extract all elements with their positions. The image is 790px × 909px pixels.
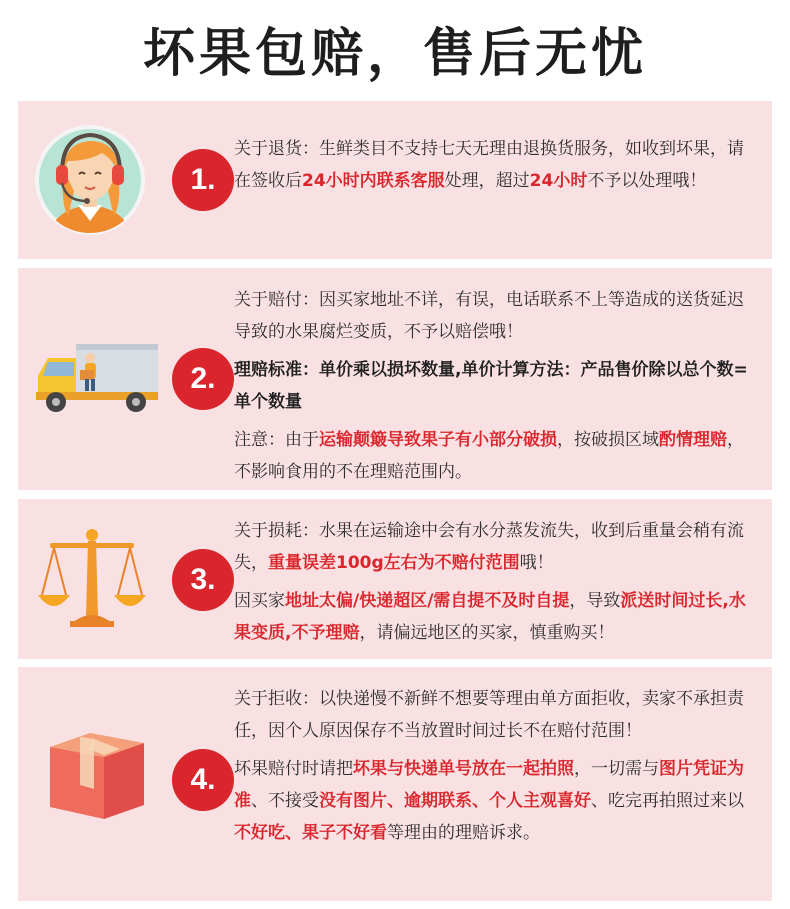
policy-paragraph — [234, 284, 760, 348]
policy-paragraph — [234, 585, 760, 649]
policy-paragraph — [234, 133, 760, 197]
body-text: 、吃完再拍照过来以 — [591, 791, 744, 811]
body-text: 关于赔付：因买家地址不详，有误，电话联系不上等造成的送货延迟导致的水果腐烂变质，不予以赔偿哦！ — [234, 290, 744, 342]
highlight-text: 不好吃、果子不好看 — [234, 823, 387, 843]
customer-service-agent-icon — [32, 121, 164, 239]
step-number-4: 4. — [172, 749, 234, 811]
step-number-3: 3. — [172, 549, 234, 611]
body-text: 、不接受 — [251, 791, 319, 811]
policy-paragraph — [234, 753, 760, 849]
highlight-text: 没有图片、逾期联系、个人主观喜好 — [319, 791, 591, 811]
return-policy-text — [234, 133, 760, 197]
compensation-policy-text — [234, 284, 760, 488]
cardboard-box-icon — [32, 727, 164, 827]
bold-text: 理赔标准：单价乘以损坏数量,单价计算方法：产品售价除以总个数=单个数量 — [234, 360, 748, 412]
body-text: ，一切需与 — [574, 759, 659, 779]
body-text: 因买家 — [234, 591, 285, 611]
policy-paragraph — [234, 683, 760, 747]
policy-paragraph — [234, 354, 760, 418]
highlight-text: 24小时 — [529, 171, 588, 191]
body-text: 关于损耗：水果在运输途中会有水分蒸发流失，收到后重量会稍有流失， — [234, 521, 744, 573]
highlight-text: 地址太偏/快递超区/需自提不及时自提 — [285, 591, 570, 611]
balance-scale-icon — [32, 521, 164, 639]
rejection-policy-text — [234, 683, 760, 849]
highlight-text: 坏果与快递单号放在一起拍照 — [353, 759, 574, 779]
highlight-text: 派送时间过长,水果变质,不予理赔 — [234, 591, 746, 643]
policy-paragraph — [234, 515, 760, 579]
return-policy-card — [18, 101, 772, 259]
body-text: ，请偏远地区的买家，慎重购买！ — [359, 623, 615, 643]
body-text: 注意：由于 — [234, 430, 319, 450]
delivery-truck-icon — [32, 330, 164, 430]
compensation-policy-card — [18, 268, 772, 490]
loss-policy-card — [18, 499, 772, 659]
body-text: 坏果赔付时请把 — [234, 759, 353, 779]
body-text: ，不影响食用的不在理赔范围内。 — [234, 430, 744, 482]
body-text: 等理由的理赔诉求。 — [387, 823, 540, 843]
body-text: 哦！ — [519, 553, 554, 573]
highlight-text: 运输颠簸导致果子有小部分破损 — [319, 430, 557, 450]
highlight-text: 酌情理赔 — [659, 430, 727, 450]
step-number-2: 2. — [172, 348, 234, 410]
loss-policy-text — [234, 515, 760, 649]
rejection-policy-card — [18, 667, 772, 901]
body-text: 不予以处理哦！ — [587, 171, 707, 191]
policy-paragraph — [234, 424, 760, 488]
page-title: 坏果包赔，售后无忧 — [142, 24, 647, 84]
highlight-text: 24小时内联系客服 — [302, 171, 445, 191]
body-text: 处理，超过 — [444, 171, 530, 191]
body-text: ，导致 — [569, 591, 621, 611]
body-text: 关于退货：生鲜类目不支持七天无理由退换货服务，如收到坏果，请在签收后 — [234, 139, 744, 191]
highlight-text: 重量误差100g左右为不赔付范围 — [268, 553, 520, 573]
body-text: ，按破损区域 — [557, 430, 659, 450]
highlight-text: 图片凭证为准 — [234, 759, 744, 811]
step-number-1: 1. — [172, 149, 234, 211]
body-text: 关于拒收：以快递慢不新鲜不想要等理由单方面拒收，卖家不承担责任，因个人原因保存不当放置时间过长不在赔付范围！ — [234, 689, 744, 741]
